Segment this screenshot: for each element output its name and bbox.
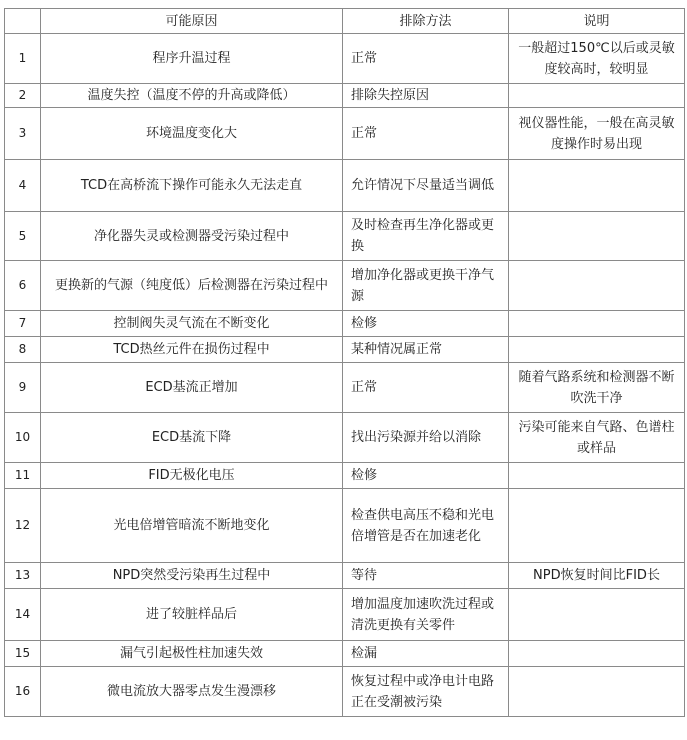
row-cause: TCD在高桥流下操作可能永久无法走直 (41, 160, 343, 212)
table-row (5, 589, 685, 641)
row-number: 13 (5, 563, 41, 589)
row-number: 4 (5, 160, 41, 212)
table-row (5, 667, 685, 717)
row-note: 视仪器性能，一般在高灵敏度操作时易出现 (509, 108, 685, 160)
table-row (5, 363, 685, 413)
row-cause: 控制阀失灵气流在不断变化 (41, 311, 343, 337)
row-note: 污染可能来自气路、色谱柱或样品 (509, 413, 685, 463)
table-row (5, 160, 685, 212)
row-fix: 允许情况下尽量适当调低 (343, 160, 509, 212)
row-fix: 正常 (343, 108, 509, 160)
header-number (5, 9, 41, 34)
table-row (5, 337, 685, 363)
row-fix: 正常 (343, 34, 509, 84)
row-fix: 检修 (343, 463, 509, 489)
row-number: 15 (5, 641, 41, 667)
row-number: 14 (5, 589, 41, 641)
row-note (509, 337, 685, 363)
row-cause: 光电倍增管暗流不断地变化 (41, 489, 343, 563)
table-body (5, 34, 685, 717)
table-row (5, 563, 685, 589)
row-cause: 进了较脏样品后 (41, 589, 343, 641)
table-row (5, 212, 685, 261)
row-cause: ECD基流下降 (41, 413, 343, 463)
row-cause: 微电流放大器零点发生漫漂移 (41, 667, 343, 717)
row-note: 一般超过150℃以后或灵敏度较高时，较明显 (509, 34, 685, 84)
table-row (5, 463, 685, 489)
row-cause: 更换新的气源（纯度低）后检测器在污染过程中 (41, 261, 343, 311)
row-cause: 环境温度变化大 (41, 108, 343, 160)
row-number: 6 (5, 261, 41, 311)
row-note: 随着气路系统和检测器不断吹洗干净 (509, 363, 685, 413)
row-fix: 某种情况属正常 (343, 337, 509, 363)
row-fix: 恢复过程中或净电计电路正在受潮被污染 (343, 667, 509, 717)
row-fix: 检漏 (343, 641, 509, 667)
row-cause: 净化器失灵或检测器受污染过程中 (41, 212, 343, 261)
row-fix: 等待 (343, 563, 509, 589)
row-note (509, 160, 685, 212)
row-note (509, 84, 685, 108)
row-number: 8 (5, 337, 41, 363)
row-fix: 增加温度加速吹洗过程或清洗更换有关零件 (343, 589, 509, 641)
row-fix: 检查供电高压不稳和光电倍增管是否在加速老化 (343, 489, 509, 563)
row-note (509, 589, 685, 641)
row-number: 12 (5, 489, 41, 563)
row-fix: 检修 (343, 311, 509, 337)
table-row (5, 84, 685, 108)
table-row (5, 311, 685, 337)
row-cause: 漏气引起极性柱加速失效 (41, 641, 343, 667)
row-number: 7 (5, 311, 41, 337)
row-number: 9 (5, 363, 41, 413)
row-number: 5 (5, 212, 41, 261)
row-cause: NPD突然受污染再生过程中 (41, 563, 343, 589)
row-fix: 找出污染源并给以消除 (343, 413, 509, 463)
table-row (5, 413, 685, 463)
row-note (509, 261, 685, 311)
row-fix: 正常 (343, 363, 509, 413)
row-note (509, 489, 685, 563)
table-row (5, 261, 685, 311)
row-fix: 及时检查再生净化器或更换 (343, 212, 509, 261)
row-number: 3 (5, 108, 41, 160)
header-note: 说明 (509, 9, 685, 34)
row-number: 11 (5, 463, 41, 489)
header-fix: 排除方法 (343, 9, 509, 34)
row-cause: 温度失控（温度不停的升高或降低） (41, 84, 343, 108)
row-note: NPD恢复时间比FID长 (509, 563, 685, 589)
table-row (5, 641, 685, 667)
table-row (5, 34, 685, 84)
row-number: 1 (5, 34, 41, 84)
row-note (509, 311, 685, 337)
row-cause: ECD基流正增加 (41, 363, 343, 413)
row-note (509, 463, 685, 489)
row-fix: 增加净化器或更换干净气源 (343, 261, 509, 311)
row-note (509, 641, 685, 667)
row-fix: 排除失控原因 (343, 84, 509, 108)
row-cause: FID无极化电压 (41, 463, 343, 489)
row-note (509, 667, 685, 717)
row-number: 10 (5, 413, 41, 463)
troubleshooting-table (4, 8, 685, 717)
table-row (5, 489, 685, 563)
row-note (509, 212, 685, 261)
row-cause: TCD热丝元件在损伤过程中 (41, 337, 343, 363)
row-cause: 程序升温过程 (41, 34, 343, 84)
row-number: 16 (5, 667, 41, 717)
table-row (5, 108, 685, 160)
header-row (5, 9, 685, 34)
row-number: 2 (5, 84, 41, 108)
header-cause: 可能原因 (41, 9, 343, 34)
